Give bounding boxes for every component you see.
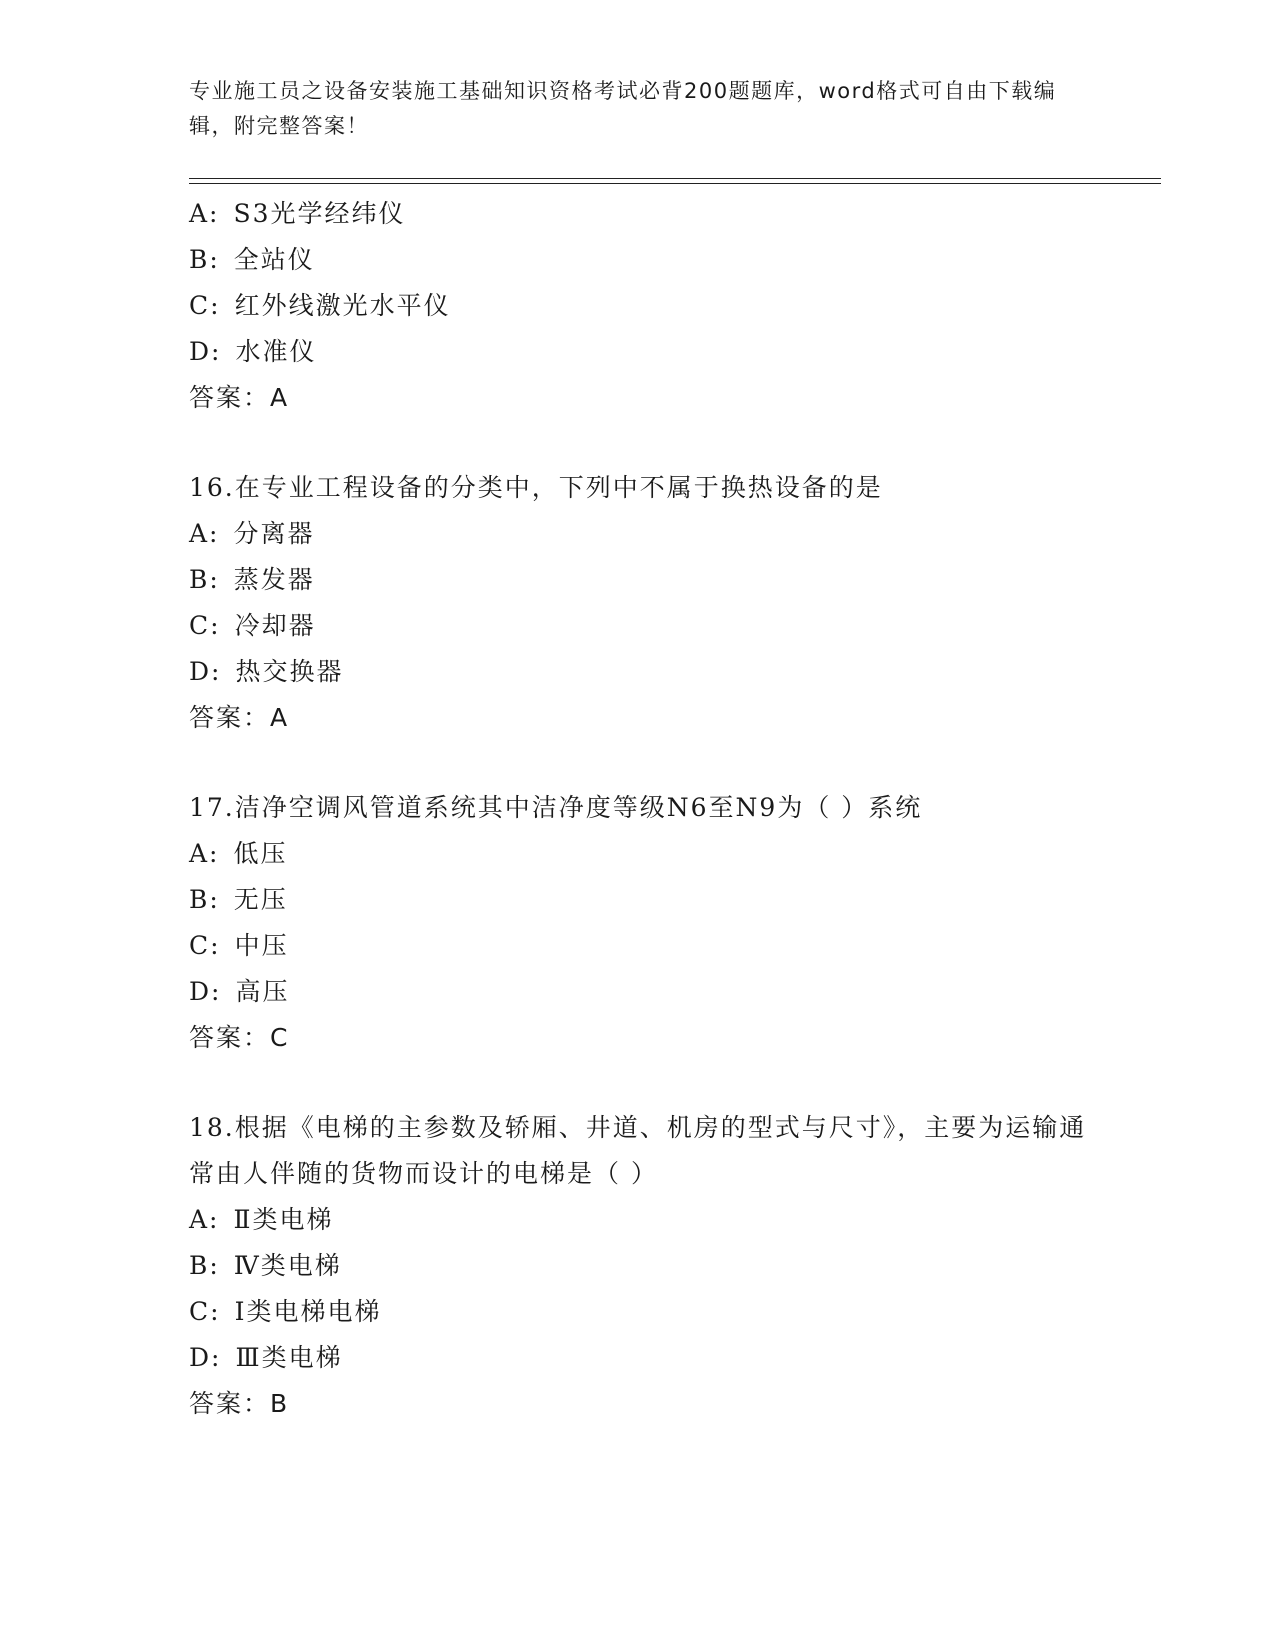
header-divider-top: [189, 178, 1161, 179]
option-d: D: 水准仪: [189, 337, 317, 366]
question-stem: 18.根据《电梯的主参数及轿厢、井道、机房的型式与尺寸》，主要为运输通常由人伴随的货物而设计的电梯是（ ）: [189, 1113, 1087, 1188]
option-b: B: 无压: [189, 885, 288, 914]
question-list: [189, 191, 1149, 1427]
question-stem: 17.洁净空调风管道系统其中洁净度等级N6至N9为（ ）系统: [189, 793, 923, 822]
option-a: A: 低压: [189, 839, 288, 868]
question-16: [189, 465, 1149, 741]
option-c: C: 中压: [189, 931, 289, 960]
answer: 答案：C: [189, 1023, 290, 1052]
option-b: B: 蒸发器: [189, 565, 315, 594]
answer: 答案：A: [189, 703, 290, 732]
document-header: 专业施工员之设备安装施工基础知识资格考试必背200题题库，word格式可自由下载编辑，附完整答案！: [189, 79, 1057, 138]
option-a: A: 分离器: [189, 519, 315, 548]
question-17: [189, 785, 1149, 1061]
option-d: D: Ⅲ类电梯: [189, 1343, 343, 1372]
option-a: A: S3光学经纬仪: [189, 199, 406, 228]
question-15: [189, 191, 1149, 421]
option-d: D: 高压: [189, 977, 290, 1006]
answer: 答案：B: [189, 1389, 290, 1418]
header-divider-bottom: [189, 183, 1161, 184]
option-c: C: Ⅰ类电梯电梯: [189, 1297, 382, 1326]
option-a: A: Ⅱ类电梯: [189, 1205, 334, 1234]
option-b: B: Ⅳ类电梯: [189, 1251, 342, 1280]
question-18: [189, 1105, 1149, 1427]
option-b: B: 全站仪: [189, 245, 315, 274]
answer: 答案：A: [189, 383, 290, 412]
option-c: C: 红外线激光水平仪: [189, 291, 451, 320]
option-c: C: 冷却器: [189, 611, 316, 640]
option-d: D: 热交换器: [189, 657, 344, 686]
question-stem: 16.在专业工程设备的分类中，下列中不属于换热设备的是: [189, 473, 883, 502]
